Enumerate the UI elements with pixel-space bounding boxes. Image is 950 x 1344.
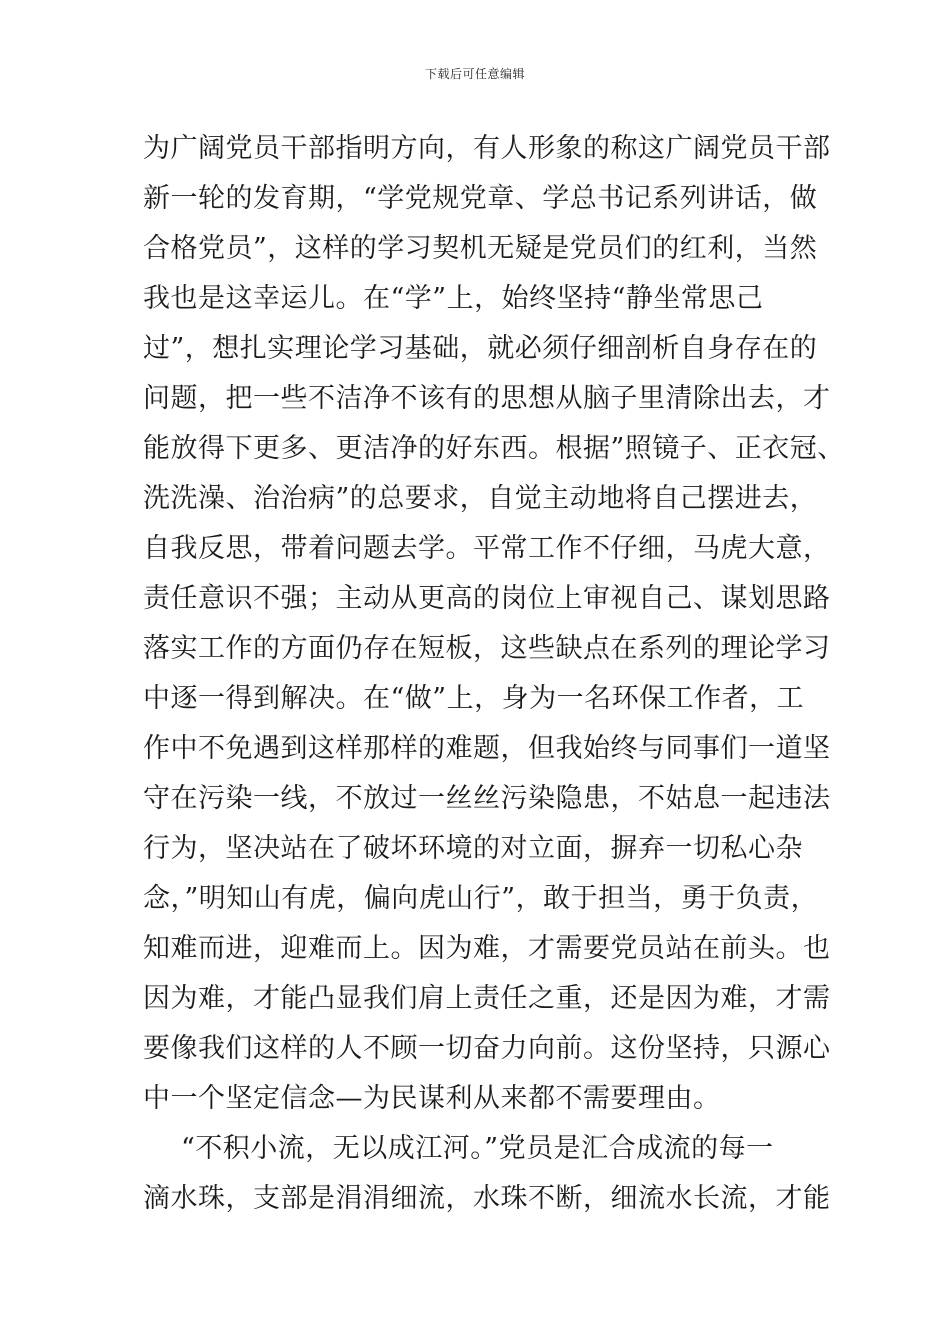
text-line: 为广阔党员干部指明方向，有人形象的称这广阔党员干部 <box>143 133 831 164</box>
text-line: 落实工作的方面仍存在短板，这些缺点在系列的理论学习 <box>143 633 831 664</box>
text-line: 合格党员”，这样的学习契机无疑是党员们的红利，当然 <box>143 233 818 264</box>
text-line: 念，”明知山有虎，偏向虎山行”，敢于担当，勇于负责， <box>143 883 819 914</box>
text-line: 行为，坚决站在了破坏环境的对立面，摒弃一切私心杂 <box>143 833 803 864</box>
text-line: 作中不免遇到这样那样的难题，但我始终与同事们一道坚 <box>143 733 831 764</box>
body-text <box>143 124 845 1224</box>
text-line: 中逐一得到解决。在“做”上，身为一名环保工作者，工 <box>143 683 805 714</box>
page-header: 下载后可任意编辑 <box>424 67 525 81</box>
text-line: 中一个坚定信念—为民谋利从来都不需要理由。 <box>143 1083 721 1114</box>
text-line: 新一轮的发育期，“学党规党章、学总书记系列讲话，做 <box>143 183 818 214</box>
text-line: 滴水珠，支部是涓涓细流，水珠不断，细流水长流，才能 <box>143 1183 831 1214</box>
text-line: 能放得下更多、更洁净的好东西。根据”照镜子、正衣冠、 <box>143 433 845 464</box>
text-line: 问题，把一些不洁净不该有的思想从脑子里清除出去，才 <box>143 383 831 414</box>
text-line: 知难而进，迎难而上。因为难，才需要党员站在前头。也 <box>143 933 831 964</box>
text-line: 责任意识不强；主动从更高的岗位上审视自己、谋划思路 <box>143 583 831 614</box>
text-line: 要像我们这样的人不顾一切奋力向前。这份坚持，只源心 <box>143 1033 831 1064</box>
text-line: 守在污染一线，不放过一丝丝污染隐患，不姑息一起违法 <box>143 783 831 814</box>
text-line: 我也是这幸运儿。在“学”上，始终坚持“静坐常思己 <box>143 283 764 314</box>
text-line: 过”，想扎实理论学习基础，就必须仔细剖析自身存在的 <box>143 333 818 364</box>
text-line: 自我反思，带着问题去学。平常工作不仔细，马虎大意， <box>143 533 831 564</box>
text-line: 因为难，才能凸显我们肩上责任之重，还是因为难，才需 <box>143 983 831 1014</box>
text-line: 洗洗澡、治治病”的总要求，自觉主动地将自己摆进去， <box>143 483 818 514</box>
paragraph-first-line: “不积小流，无以成江河。”党员是汇合成流的每一 <box>181 1133 774 1164</box>
